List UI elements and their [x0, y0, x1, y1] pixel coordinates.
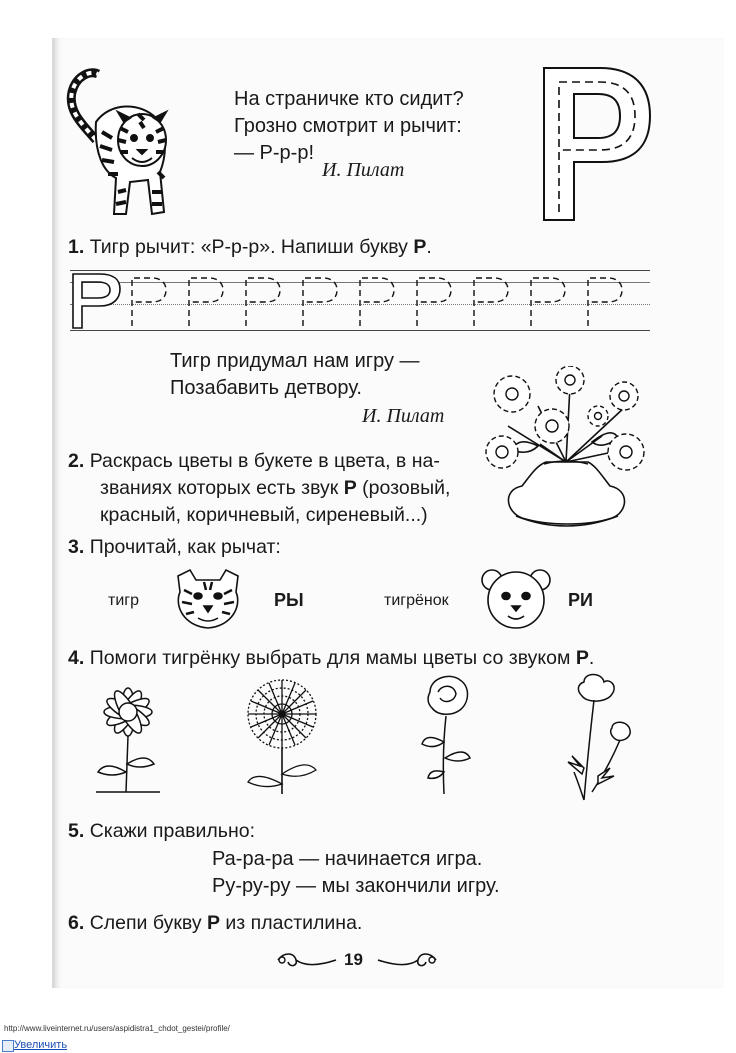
- poem-2-line: Тигр придумал нам игру —: [170, 350, 420, 372]
- letter-tracing-row: [70, 272, 650, 330]
- task-2-letter: Р: [343, 477, 357, 499]
- task-number: 4.: [68, 647, 85, 669]
- poem-1-line: Грозно смотрит и рычит:: [234, 115, 462, 137]
- poem-2: [170, 348, 420, 402]
- tiger-cub-face-illustration: [478, 566, 554, 632]
- left-ornament-icon: [274, 950, 340, 970]
- poem-2-author: И. Пилат: [362, 405, 445, 427]
- task-number: 6.: [68, 912, 85, 934]
- tongue-twister-line: Ра-ра-ра — начинается игра.: [212, 848, 483, 870]
- task-4: 4. Помоги тигрёнку выбрать для мамы цветы со звуком Р.: [68, 647, 595, 669]
- task-1-letter: Р: [413, 236, 427, 258]
- poem-1: [234, 86, 464, 167]
- task-3: 3. Прочитай, как рычат:: [68, 536, 281, 558]
- task-number: 5.: [68, 820, 85, 842]
- task-4-letter: Р: [575, 647, 589, 669]
- tongue-twister-line: Ру-ру-ру — мы закончили игру.: [212, 875, 500, 897]
- task-5: 5. Скажи правильно:: [68, 820, 255, 842]
- task-number: 3.: [68, 536, 85, 558]
- poem-1-line: На страничке кто сидит?: [234, 88, 464, 110]
- rose-flower-illustration[interactable]: [414, 672, 480, 798]
- zoom-link[interactable]: Увеличить: [14, 1039, 68, 1051]
- zoom-icon: [2, 1040, 14, 1052]
- task-number: 1.: [68, 236, 85, 258]
- task-number: 2.: [68, 450, 85, 472]
- bouquet-in-vase-illustration[interactable]: [478, 366, 654, 538]
- chamomile-flower-illustration[interactable]: [76, 676, 180, 798]
- aster-flower-illustration[interactable]: [232, 674, 332, 798]
- tiger-sound: РЫ: [274, 590, 304, 610]
- tiger-cub-label: тигрёнок: [384, 592, 449, 609]
- tiger-face-illustration: [170, 566, 246, 632]
- writing-line-bottom: [70, 330, 650, 331]
- tongue-twister: [212, 846, 500, 900]
- task-1: 1. Тигр рычит: «Р-р-р». Напиши букву Р.: [68, 236, 432, 258]
- big-letter-r: [538, 62, 654, 226]
- task-1-text: Тигр рычит: «Р-р-р». Напиши букву: [89, 236, 414, 258]
- poem-1-line: — Р-р-р!: [234, 142, 315, 164]
- right-ornament-icon: [374, 950, 440, 970]
- poem-2-line: Позабавить детвору.: [170, 377, 362, 399]
- source-url: http://www.liveinternet.ru/users/aspidistra1_chdot_gestei/profile/: [4, 1024, 230, 1033]
- big-letter-text: Р: [538, 62, 539, 63]
- writing-line-top: [70, 270, 650, 271]
- poem-1-author: И. Пилат: [322, 159, 405, 181]
- tiger-cub-sound: РИ: [568, 590, 593, 610]
- tiger-illustration: [60, 62, 178, 224]
- poppy-flower-illustration[interactable]: [562, 672, 638, 804]
- tiger-label: тигр: [108, 592, 139, 609]
- task-6-letter: Р: [206, 912, 220, 934]
- task-2: 2. Раскрась цветы в букете в цвета, в на- званиях которых есть звук Р (розовый, красный, коричневый, сиреневый...): [68, 450, 451, 526]
- page-number: 19: [344, 950, 363, 969]
- task-6: 6. Слепи букву Р из пластилина.: [68, 912, 363, 934]
